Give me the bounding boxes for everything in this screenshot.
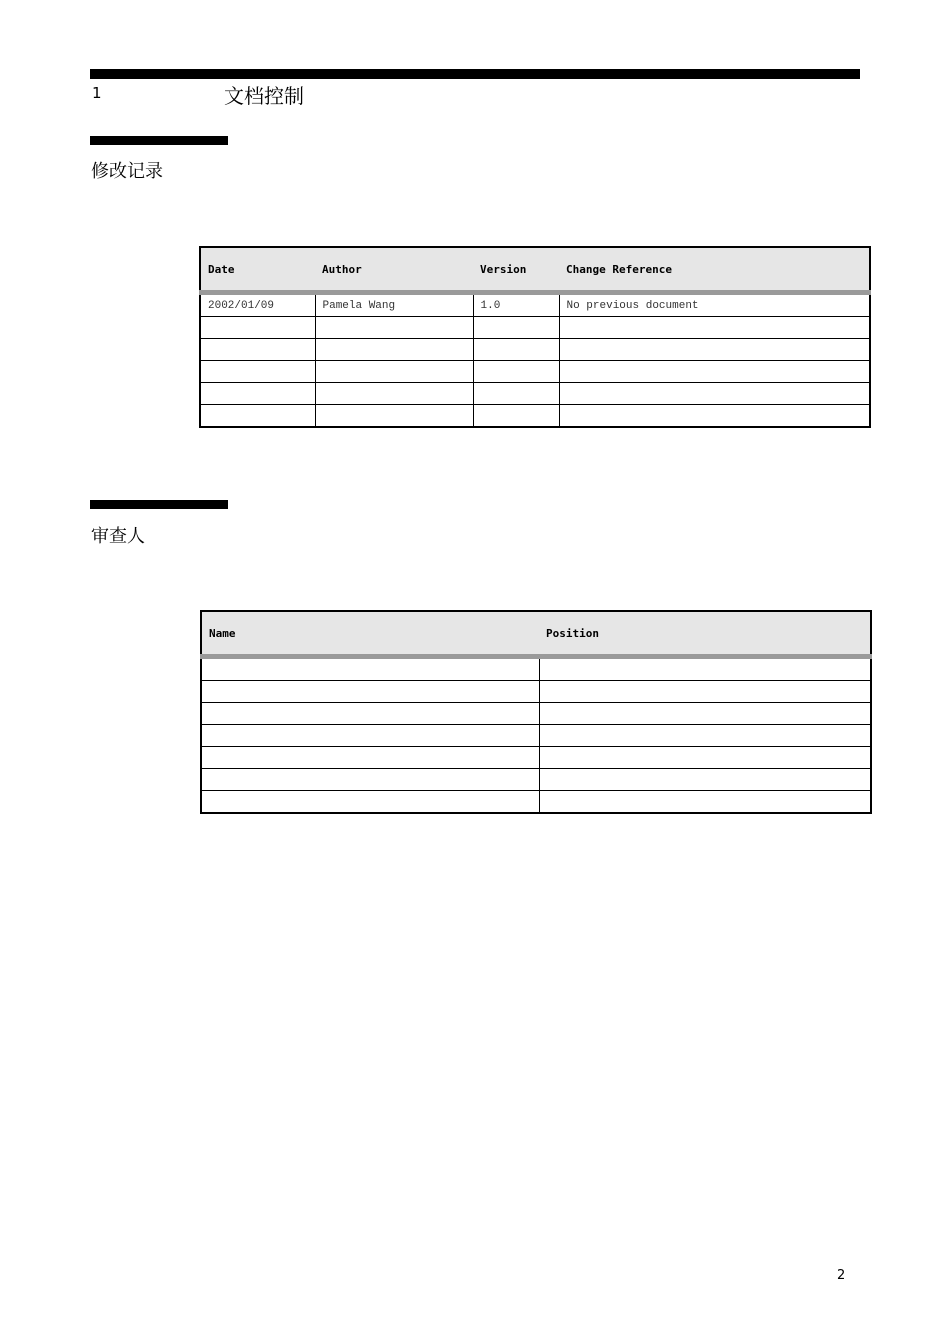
cell-name <box>201 703 539 725</box>
table-row <box>201 747 871 769</box>
cell-version <box>473 317 559 339</box>
cell-position <box>539 791 871 814</box>
cell-date <box>200 361 315 383</box>
section-rule-revision <box>90 136 228 145</box>
revision-header-row <box>200 247 870 293</box>
cell-position <box>539 703 871 725</box>
table-row <box>200 317 870 339</box>
cell-date <box>200 339 315 361</box>
section-title-revision: 修改记录 <box>91 161 163 182</box>
table-row <box>200 293 870 317</box>
cell-author <box>315 405 473 428</box>
table-row <box>200 383 870 405</box>
cell-position <box>539 769 871 791</box>
revision-table <box>199 246 871 428</box>
chapter-rule <box>90 69 860 79</box>
cell-name <box>201 725 539 747</box>
cell-position <box>539 747 871 769</box>
table-row <box>200 405 870 428</box>
cell-date <box>200 405 315 428</box>
section-rule-reviewers <box>90 500 228 509</box>
section-title-reviewers: 审查人 <box>91 526 145 547</box>
table-row <box>201 725 871 747</box>
cell-date <box>200 383 315 405</box>
cell-version <box>473 361 559 383</box>
table-row <box>201 769 871 791</box>
cell-name <box>201 657 539 681</box>
page-number: 2 <box>837 1268 846 1283</box>
cell-author <box>315 361 473 383</box>
cell-date <box>200 317 315 339</box>
cell-change-reference <box>559 405 870 428</box>
cell-change-reference <box>559 361 870 383</box>
cell-name <box>201 769 539 791</box>
column-header-date: Date <box>200 247 315 293</box>
table-row <box>201 703 871 725</box>
cell-change-reference <box>559 339 870 361</box>
table-row <box>201 791 871 814</box>
cell-version <box>473 383 559 405</box>
cell-author <box>315 383 473 405</box>
cell-version <box>473 405 559 428</box>
table-row <box>200 361 870 383</box>
cell-position <box>539 681 871 703</box>
chapter-title: 文档控制 <box>224 84 304 108</box>
cell-name <box>201 791 539 814</box>
cell-change-reference: No previous document <box>559 293 870 317</box>
cell-version <box>473 339 559 361</box>
cell-change-reference <box>559 317 870 339</box>
chapter-number: 1 <box>92 84 102 102</box>
column-header-position: Position <box>539 611 871 657</box>
reviewers-table <box>200 610 872 814</box>
cell-version: 1.0 <box>473 293 559 317</box>
cell-name <box>201 681 539 703</box>
table-row <box>200 339 870 361</box>
cell-author <box>315 339 473 361</box>
cell-position <box>539 657 871 681</box>
column-header-version: Version <box>473 247 559 293</box>
cell-author <box>315 317 473 339</box>
cell-date: 2002/01/09 <box>200 293 315 317</box>
cell-change-reference <box>559 383 870 405</box>
reviewers-header-row <box>201 611 871 657</box>
cell-name <box>201 747 539 769</box>
table-row <box>201 681 871 703</box>
column-header-author: Author <box>315 247 473 293</box>
column-header-change-reference: Change Reference <box>559 247 870 293</box>
column-header-name: Name <box>201 611 539 657</box>
cell-position <box>539 725 871 747</box>
table-row <box>201 657 871 681</box>
cell-author: Pamela Wang <box>315 293 473 317</box>
